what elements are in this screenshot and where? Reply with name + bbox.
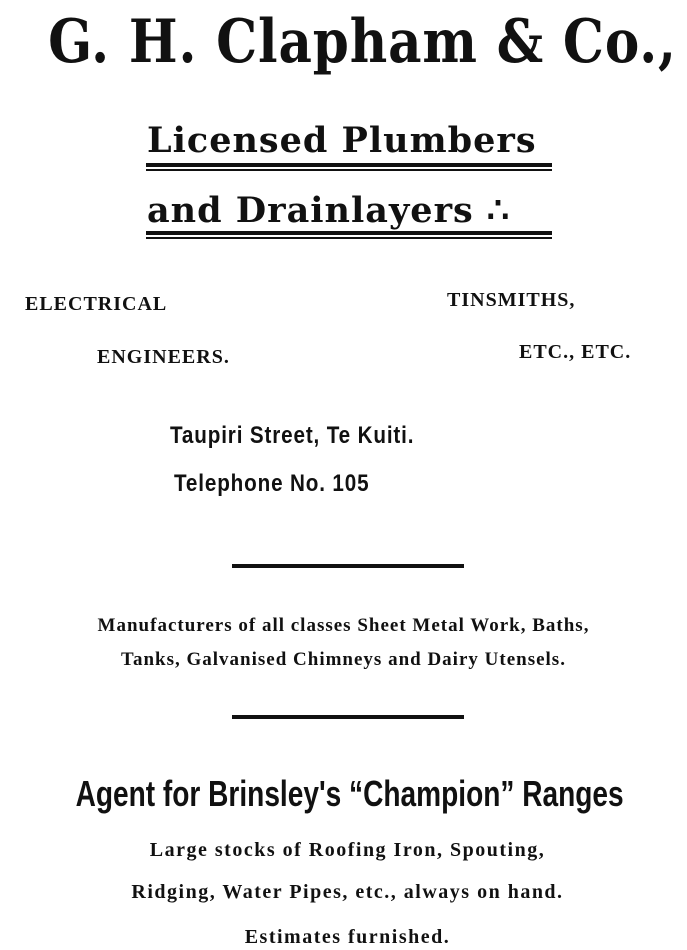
company-name: G. H. Clapham & Co., — [48, 7, 677, 77]
agent-heading: Agent for Brinsley's “Champion” Ranges — [75, 773, 624, 814]
service-tinsmiths: TINSMITHS, — [447, 289, 576, 311]
stock-line-3: Estimates furnished. — [244, 926, 451, 948]
divider-rule-1 — [232, 564, 464, 568]
service-electrical: ELECTRICAL — [25, 293, 168, 315]
service-etc: ETC., ETC. — [519, 341, 632, 363]
double-rule-1 — [146, 163, 552, 171]
trade-line-1: Licensed Plumbers — [147, 120, 537, 161]
stock-line-2: Ridging, Water Pipes, etc., always on hand. — [131, 881, 564, 903]
manufacturing-line-1: Manufacturers of all classes Sheet Metal Work, Baths, — [97, 615, 590, 636]
telephone-number: Telephone No. 105 — [174, 470, 370, 497]
manufacturing-line-2: Tanks, Galvanised Chimneys and Dairy Utensels. — [121, 649, 566, 670]
street-address: Taupiri Street, Te Kuiti. — [170, 422, 415, 449]
stock-line-1: Large stocks of Roofing Iron, Spouting, — [149, 839, 546, 861]
service-engineers: ENGINEERS. — [97, 346, 230, 368]
divider-rule-2 — [232, 715, 464, 719]
double-rule-2 — [146, 231, 552, 239]
trade-line-2: and Drainlayers ∴ — [147, 190, 511, 231]
